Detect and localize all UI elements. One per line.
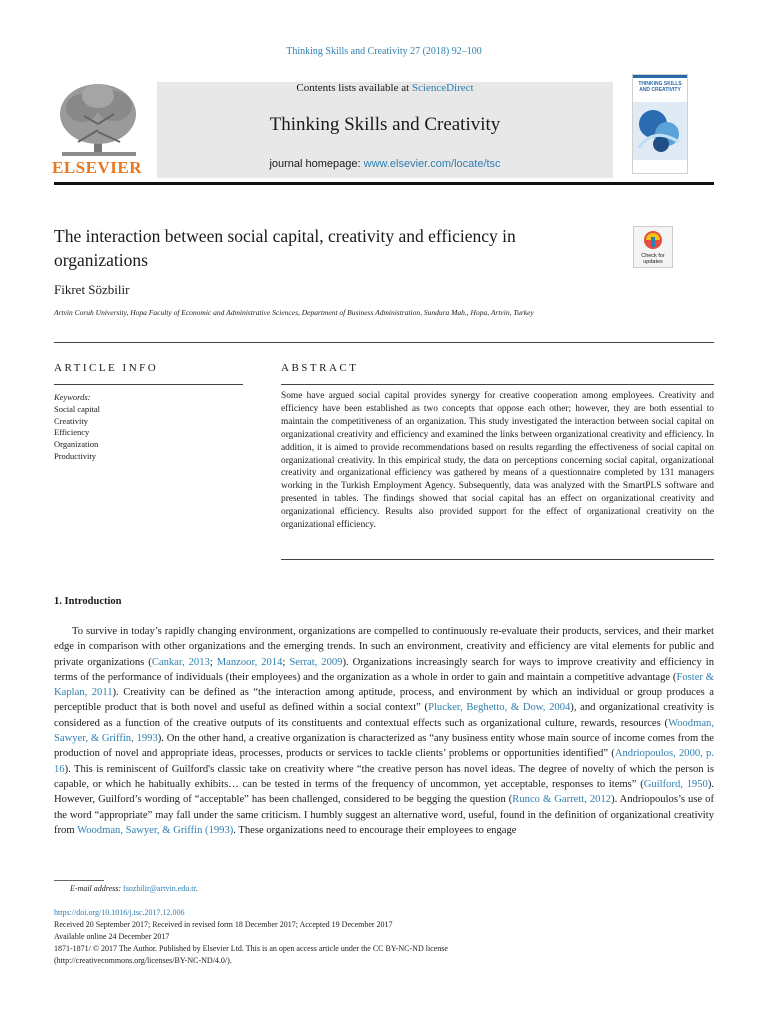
keyword-item: Organization: [54, 439, 99, 450]
check-for-updates-label: Check for updates: [641, 253, 665, 265]
abstract-rule: [281, 384, 714, 385]
contents-prefix: Contents lists available at: [296, 82, 412, 94]
email-link[interactable]: fsozbilir@artvin.edu.tr: [123, 884, 196, 893]
author-affiliation: Artvin Coruh University, Hopa Faculty of Economic and Administrative Sciences, Department of Business Administration, Sundura Mah., Hopa, Artvin, Turkey: [54, 308, 534, 317]
doi-link[interactable]: https://doi.org/10.1016/j.tsc.2017.12.006: [54, 908, 185, 917]
check-for-updates-badge[interactable]: [633, 226, 673, 268]
cover-title: THINKING SKILLS AND CREATIVITY: [638, 81, 682, 93]
title-divider: [54, 342, 714, 343]
citation-link[interactable]: Manzoor, 2014: [216, 656, 283, 668]
citation-link[interactable]: Guilford, 1950: [643, 778, 708, 790]
body-text: ). Organizations increasingly search for ways to improve creativity and efficiency in terms of the performance of individuals (their employees) and the organization as a whole in order to gain and maintain a competitive advantage (: [54, 656, 714, 683]
keyword-item: Efficiency: [54, 427, 90, 438]
body-text: ;: [282, 656, 290, 668]
article-info-rule: [54, 384, 243, 385]
article-title: The interaction between social capital, creativity and efficiency in organizations: [54, 226, 516, 270]
citation-link[interactable]: Serrat, 2009: [289, 656, 343, 668]
body-text: ), and organizational creativity is considered as a function of the creative outputs of its constituents and contextual effects such as organizational culture, rewards, resources (: [54, 702, 714, 729]
received-dates: Received 20 September 2017; Received in revised form 18 December 2017; Accepted 19 December 2017: [54, 920, 393, 929]
body-text: ). Creativity can be defined as “the interaction among aptitude, process, and environment by which an individual or group produces a perceptible product that is both novel and useful as defined within a social context” (: [54, 687, 714, 714]
article-info-heading: ARTICLE INFO: [54, 362, 159, 374]
contents-line: [157, 82, 613, 94]
keyword-item: Creativity: [54, 415, 88, 426]
abstract-bottom-rule: [281, 559, 714, 560]
license-url[interactable]: (http://creativecommons.org/licenses/BY-NC-ND/4.0/).: [54, 956, 232, 965]
journal-title: Thinking Skills and Creativity: [269, 114, 501, 135]
citation-link[interactable]: Woodman, Sawyer, & Griffin (1993): [77, 824, 234, 836]
body-text: ). On the other hand, a creative organization is characterized as “any business entity whose main source of income comes from the production of novel and appropriate ideas, processes, products or services to tackle clients’ problems or opportunities identified” (: [54, 733, 714, 760]
crossmark-icon: [634, 227, 672, 253]
keywords-label: Keywords:: [54, 392, 91, 402]
body-text: ). However, Guilford’s wording of “acceptable” has been challenged, considered to be begging the question (: [54, 778, 714, 806]
sciencedirect-link[interactable]: ScienceDirect: [411, 82, 474, 94]
abstract-heading: ABSTRACT: [281, 362, 359, 374]
email-end: .: [195, 884, 198, 893]
online-date: Available online 24 December 2017: [54, 932, 170, 941]
citation-link[interactable]: Foster & Kaplan, 2011: [54, 671, 714, 699]
body-text: To survive in today’s rapidly changing environment, organizations are compelled to continuously re-evaluate their products, services, and their market edge in comparison with other organizations and the emerging trends. In such an environment, creativity and efficiency are vital elements for public and private organizations (: [54, 626, 714, 668]
author-name: Fikret Sözbilir: [54, 282, 130, 297]
journal-homepage: [157, 158, 613, 170]
publisher-logo-text: ELSEVIER: [52, 158, 142, 177]
body-text: ). Andriopoulos’s use of the word “appropriate” may fall under the same criticism. I humbly suggest an alternative word, useful, found in the definition of organizational creativity from: [54, 794, 714, 836]
body-text: ;: [209, 656, 217, 668]
email-label: E-mail address:: [70, 884, 124, 893]
header-rule: [54, 182, 714, 185]
citation-link[interactable]: Andriopoulos, 2000, p. 16: [54, 748, 714, 775]
homepage-link[interactable]: www.elsevier.com/locate/tsc: [363, 158, 501, 170]
body-text: ). This is reminiscent of Guilford's classic take on creativity where “the creative person has novel ideas. The degree of novelty of which the person is capable, or which he habitually exhibits… can be tested in terms of the frequency of uncommon, yet acceptable, responses to items” (: [54, 763, 714, 790]
abstract-text: Some have argued social capital provides synergy for creative cooperation among employees. Creativity and efficiency have been established as two concepts that oppose each other; however, they are both essential to maintain the competitiveness of an organization. This study investigated the interaction between social capital on organizational creativity and efficiency and examined the links between organizational creativity and efficiency. In addition, it is aimed to provide recommendations based on results regarding the effectiveness of social capital on organizational creativity. In this empirical study, the data on perceptions concerning social capital, organizational creativity and organizational efficiency was gathered by means of a questionnaire completed by 131 managers working in the Turkish Employment Agency. Subsequently, data was analyzed with the SmartPLS software and presented in tables. The findings showed that social capital has an effect on organizational creativity and organizational efficiency. Results also provided support for the effect of organizational creativity on the organizational efficiency.: [281, 391, 714, 531]
section-heading-introduction: 1. Introduction: [54, 596, 122, 607]
email-footnote: [70, 884, 198, 893]
journal-cover-thumbnail[interactable]: [632, 74, 688, 174]
citation-link[interactable]: Plucker, Beghetto, & Dow, 2004: [428, 702, 571, 714]
footnote-rule: [54, 880, 104, 881]
license-text: 1871-1871/ © 2017 The Author. Published by Elsevier Ltd. This is an open access article under the CC BY-NC-ND license: [54, 944, 448, 953]
citation-link[interactable]: Runco & Garrett, 2012: [512, 794, 612, 806]
citation-link[interactable]: Woodman, Sawyer, & Griffin, 1993: [54, 717, 714, 745]
body-text: . These organizations need to encourage their employees to engage: [233, 824, 517, 836]
citation-link[interactable]: Cankar, 2013: [151, 656, 210, 668]
introduction-paragraph: [54, 624, 714, 838]
journal-citation[interactable]: Thinking Skills and Creativity 27 (2018) 92–100: [286, 46, 482, 57]
keyword-item: Social capital: [54, 403, 101, 414]
homepage-prefix: journal homepage:: [269, 158, 364, 170]
cover-art-icon: [633, 96, 687, 160]
keyword-item: Productivity: [54, 450, 97, 461]
keywords-list: [54, 392, 100, 463]
